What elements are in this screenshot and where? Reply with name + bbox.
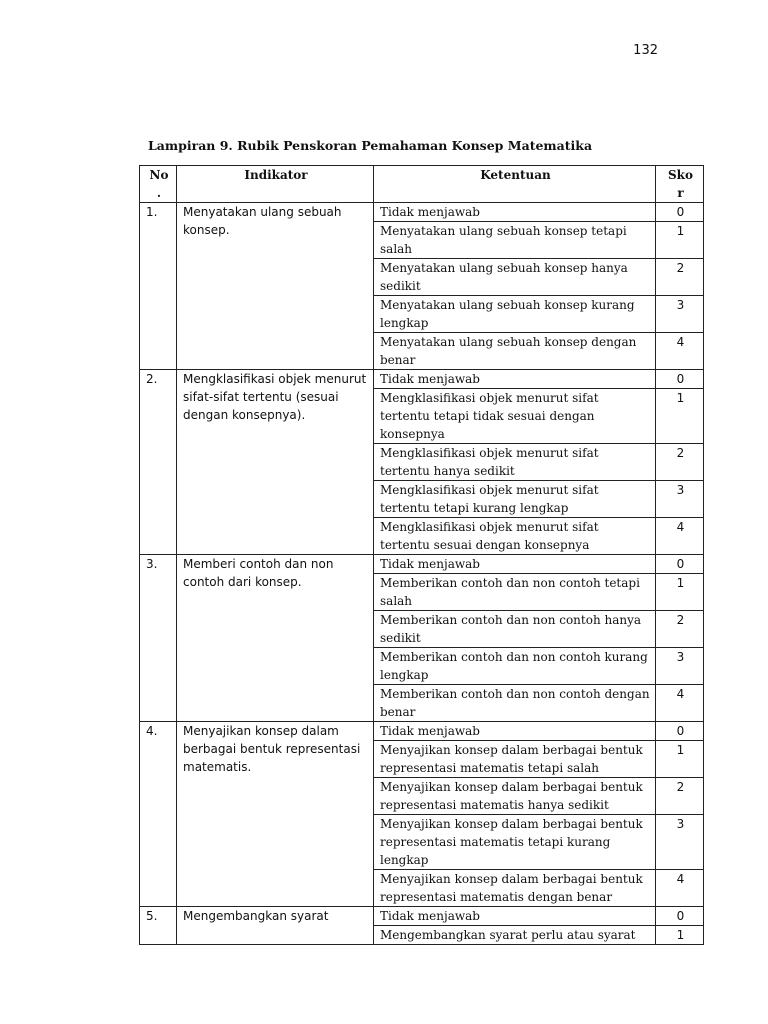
ketentuan-cell: Menyajikan konsep dalam berbagai bentuk representasi matematis hanya sedikit bbox=[374, 778, 656, 815]
indikator-cell: Menyajikan konsep dalam berbagai bentuk representasi matematis. bbox=[177, 722, 374, 907]
table-header-row bbox=[140, 166, 704, 203]
skor-cell: 0 bbox=[656, 555, 704, 574]
ketentuan-cell: Mengklasifikasi objek menurut sifat tertentu tetapi tidak sesuai dengan konsepnya bbox=[374, 389, 656, 444]
ketentuan-cell: Tidak menjawab bbox=[374, 555, 656, 574]
skor-cell: 2 bbox=[656, 444, 704, 481]
header-ketentuan: Ketentuan bbox=[374, 166, 656, 203]
indikator-cell: Menyatakan ulang sebuah konsep. bbox=[177, 203, 374, 370]
ketentuan-cell: Mengklasifikasi objek menurut sifat tertentu sesuai dengan konsepnya bbox=[374, 518, 656, 555]
skor-cell: 1 bbox=[656, 926, 704, 945]
rubric-table bbox=[139, 165, 704, 945]
skor-cell: 1 bbox=[656, 389, 704, 444]
ketentuan-cell: Memberikan contoh dan non contoh tetapi salah bbox=[374, 574, 656, 611]
table-row bbox=[140, 722, 704, 741]
document-title: Lampiran 9. Rubik Penskoran Pemahaman Konsep Matematika bbox=[148, 138, 593, 153]
ketentuan-cell: Mengklasifikasi objek menurut sifat tertentu tetapi kurang lengkap bbox=[374, 481, 656, 518]
ketentuan-cell: Menyajikan konsep dalam berbagai bentuk representasi matematis tetapi kurang lengkap bbox=[374, 815, 656, 870]
skor-cell: 2 bbox=[656, 611, 704, 648]
skor-cell: 3 bbox=[656, 815, 704, 870]
ketentuan-cell: Tidak menjawab bbox=[374, 370, 656, 389]
skor-cell: 1 bbox=[656, 574, 704, 611]
skor-cell: 0 bbox=[656, 370, 704, 389]
skor-cell: 3 bbox=[656, 296, 704, 333]
ketentuan-cell: Tidak menjawab bbox=[374, 203, 656, 222]
ketentuan-cell: Menyatakan ulang sebuah konsep tetapi salah bbox=[374, 222, 656, 259]
ketentuan-cell: Memberikan contoh dan non contoh hanya sedikit bbox=[374, 611, 656, 648]
table-row bbox=[140, 555, 704, 574]
skor-cell: 4 bbox=[656, 518, 704, 555]
ketentuan-cell: Tidak menjawab bbox=[374, 722, 656, 741]
skor-cell: 2 bbox=[656, 259, 704, 296]
ketentuan-cell: Menyatakan ulang sebuah konsep kurang lengkap bbox=[374, 296, 656, 333]
ketentuan-cell: Mengklasifikasi objek menurut sifat tertentu hanya sedikit bbox=[374, 444, 656, 481]
header-indikator: Indikator bbox=[177, 166, 374, 203]
skor-cell: 0 bbox=[656, 203, 704, 222]
rubric-body bbox=[140, 203, 704, 945]
ketentuan-cell: Menyatakan ulang sebuah konsep hanya sedikit bbox=[374, 259, 656, 296]
skor-cell: 3 bbox=[656, 648, 704, 685]
header-no: No . bbox=[140, 166, 177, 203]
skor-cell: 4 bbox=[656, 685, 704, 722]
ketentuan-cell: Menyajikan konsep dalam berbagai bentuk representasi matematis dengan benar bbox=[374, 870, 656, 907]
table-row bbox=[140, 370, 704, 389]
row-number: 4. bbox=[140, 722, 177, 907]
row-number: 5. bbox=[140, 907, 177, 945]
skor-cell: 3 bbox=[656, 481, 704, 518]
row-number: 2. bbox=[140, 370, 177, 555]
row-number: 3. bbox=[140, 555, 177, 722]
indikator-cell: Mengembangkan syarat bbox=[177, 907, 374, 945]
table-row bbox=[140, 203, 704, 222]
skor-cell: 2 bbox=[656, 778, 704, 815]
skor-cell: 1 bbox=[656, 741, 704, 778]
ketentuan-cell: Menyatakan ulang sebuah konsep dengan benar bbox=[374, 333, 656, 370]
ketentuan-cell: Memberikan contoh dan non contoh dengan benar bbox=[374, 685, 656, 722]
skor-cell: 4 bbox=[656, 333, 704, 370]
header-skor: Sko r bbox=[656, 166, 704, 203]
indikator-cell: Mengklasifikasi objek menurut sifat-sifat tertentu (sesuai dengan konsepnya). bbox=[177, 370, 374, 555]
table-row bbox=[140, 907, 704, 926]
skor-cell: 4 bbox=[656, 870, 704, 907]
ketentuan-cell: Menyajikan konsep dalam berbagai bentuk representasi matematis tetapi salah bbox=[374, 741, 656, 778]
skor-cell: 0 bbox=[656, 722, 704, 741]
ketentuan-cell: Memberikan contoh dan non contoh kurang lengkap bbox=[374, 648, 656, 685]
ketentuan-cell: Tidak menjawab bbox=[374, 907, 656, 926]
ketentuan-cell: Mengembangkan syarat perlu atau syarat bbox=[374, 926, 656, 945]
skor-cell: 0 bbox=[656, 907, 704, 926]
row-number: 1. bbox=[140, 203, 177, 370]
page-number: 132 bbox=[633, 43, 658, 58]
indikator-cell: Memberi contoh dan non contoh dari konsep. bbox=[177, 555, 374, 722]
skor-cell: 1 bbox=[656, 222, 704, 259]
